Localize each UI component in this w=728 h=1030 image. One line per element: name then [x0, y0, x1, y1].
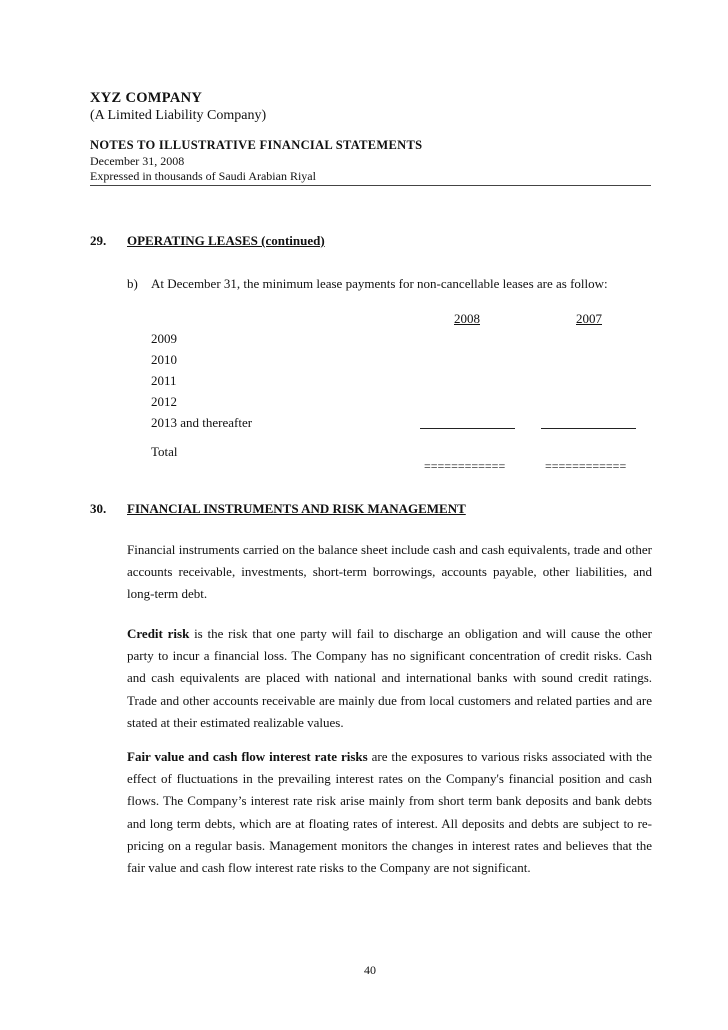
- lease-row-label: 2010: [151, 352, 177, 367]
- company-name: XYZ COMPANY: [90, 90, 203, 106]
- interest-rate-risk-term: Fair value and cash flow interest rate risks: [127, 749, 368, 764]
- total-label: Total: [151, 444, 178, 459]
- header-rule: [90, 185, 651, 186]
- item-b-text: At December 31, the minimum lease payments for non-cancellable leases are as follow:: [151, 276, 608, 291]
- currency-note: Expressed in thousands of Saudi Arabian Riyal: [90, 169, 316, 183]
- interest-rate-risk-text: are the exposures to various risks associated with the effect of fluctuations in the prevailing interest rates on the Company's financial position and cash flows. The Company’s interest rate risk arise mainly from short term bank deposits and bank debts and long term debts, which are at floating rates of interest. All deposits and debts are subject to re-pricing on a regular basis. Management monitors the changes in interest rates and believes that the fair value and cash flow interest rate risks to the Company are not significant.: [127, 749, 652, 876]
- col-header-2007: 2007: [576, 311, 602, 326]
- page-number: 40: [364, 963, 376, 977]
- double-rule-2008: ============: [424, 459, 506, 473]
- company-type: (A Limited Liability Company): [90, 108, 267, 123]
- lease-row-label: 2013 and thereafter: [151, 415, 253, 430]
- lease-row-label: 2009: [151, 331, 177, 346]
- section-29-title: OPERATING LEASES (continued): [127, 233, 325, 248]
- credit-risk-term: Credit risk: [127, 626, 190, 641]
- interest-rate-risk-paragraph: [127, 746, 652, 879]
- double-rule-2007: ============: [545, 459, 627, 473]
- section-30-number: 30.: [90, 501, 107, 516]
- col-header-2008: 2008: [454, 311, 480, 326]
- statement-date: December 31, 2008: [90, 154, 185, 168]
- lease-row-label: 2011: [151, 373, 177, 388]
- credit-risk-text: is the risk that one party will fail to discharge an obligation and will cause the other party to incur a financial loss. The Company has no significant concentration of credit risks. Cash and cash equivalents are placed with national and international banks with sound credit ratings. Trade and other accounts receivable are mainly due from local customers and related parties and are stated at their estimated realizable values.: [127, 626, 652, 730]
- financial-instruments-paragraph: Financial instruments carried on the balance sheet include cash and cash equivalents, trade and other accounts receivable, investments, short-term borrowings, accounts payable, other liabilities, and long-term debt.: [127, 542, 652, 602]
- subtotal-rule-2008: [420, 428, 515, 429]
- notes-title: NOTES TO ILLUSTRATIVE FINANCIAL STATEMENTS: [90, 138, 423, 152]
- section-29-number: 29.: [90, 233, 107, 248]
- subtotal-rule-2007: [541, 428, 636, 429]
- credit-risk-paragraph: [127, 623, 652, 734]
- item-b-label: b): [127, 276, 138, 291]
- section-30-title: FINANCIAL INSTRUMENTS AND RISK MANAGEMENT: [127, 501, 466, 516]
- lease-row-label: 2012: [151, 394, 177, 409]
